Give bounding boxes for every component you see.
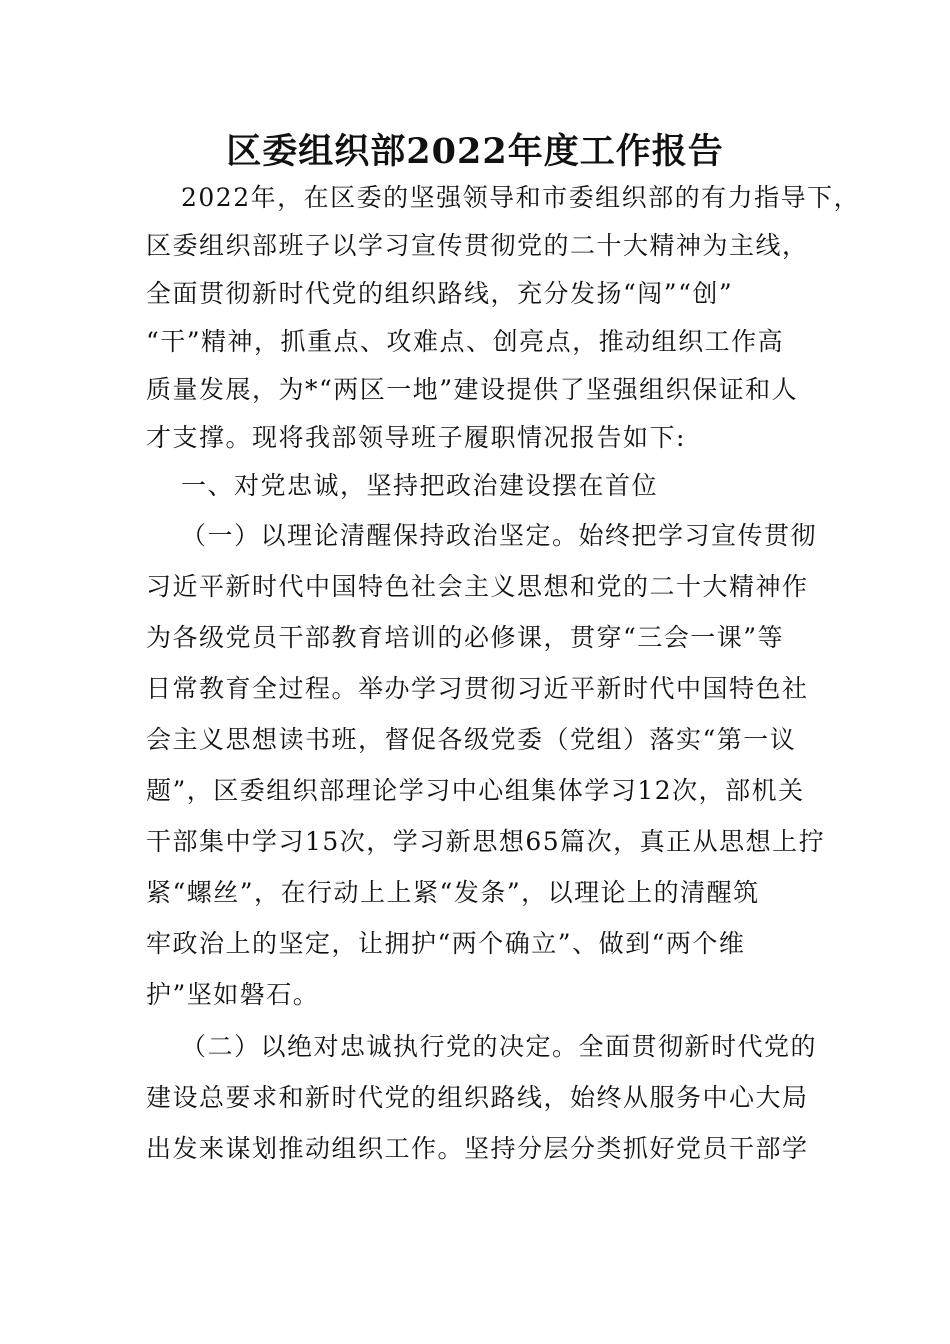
paragraph-line: “干”精神，抓重点、攻难点、创亮点，推动组织工作高 — [146, 327, 785, 356]
paragraph-line: （二）以绝对忠诚执行党的决定。全面贯彻新时代党的 — [181, 1032, 818, 1061]
paragraph-line: 建设总要求和新时代党的组织路线，始终从服务中心大局 — [146, 1083, 809, 1112]
paragraph-line: 牢政治上的坚定，让拥护“两个确立”、做到“两个维 — [146, 929, 746, 958]
paragraph-line: 质量发展，为*“两区一地”建设提供了坚强组织保证和人 — [146, 375, 799, 404]
paragraph-line: 2022年，在区委的坚强领导和市委组织部的有力指导下， — [181, 183, 861, 212]
section-heading: 一、对党忠诚，坚持把政治建设摆在首位 — [181, 471, 659, 500]
paragraph-line: 全面贯彻新时代党的组织路线，充分发扬“闯”“创” — [146, 279, 734, 308]
paragraph-line: 日常教育全过程。举办学习贯彻习近平新时代中国特色社 — [146, 674, 809, 703]
paragraph-line: 会主义思想读书班，督促各级党委（党组）落实“第一议 — [146, 725, 797, 754]
paragraph-line: 才支撑。现将我部领导班子履职情况报告如下: — [146, 423, 686, 452]
paragraph-line: 干部集中学习15次，学习新思想65篇次，真正从思想上拧 — [146, 827, 826, 856]
paragraph-line: （一）以理论清醒保持政治坚定。始终把学习宣传贯彻 — [181, 521, 818, 550]
paragraph-line: 出发来谋划推动组织工作。坚持分层分类抓好党员干部学 — [146, 1134, 809, 1163]
paragraph-line: 护”坚如磐石。 — [146, 980, 320, 1009]
document-title: 区委组织部2022年度工作报告 — [226, 131, 724, 172]
paragraph-line: 区委组织部班子以学习宣传贯彻党的二十大精神为主线， — [146, 231, 809, 260]
paragraph-line: 题”，区委组织部理论学习中心组集体学习12次，部机关 — [146, 776, 805, 805]
paragraph-line: 紧“螺丝”，在行动上上紧“发条”，以理论上的清醒筑 — [146, 878, 760, 907]
paragraph-line: 为各级党员干部教育培训的必修课，贯穿“三会一课”等 — [146, 623, 785, 652]
paragraph-line: 习近平新时代中国特色社会主义思想和党的二十大精神作 — [146, 572, 809, 601]
